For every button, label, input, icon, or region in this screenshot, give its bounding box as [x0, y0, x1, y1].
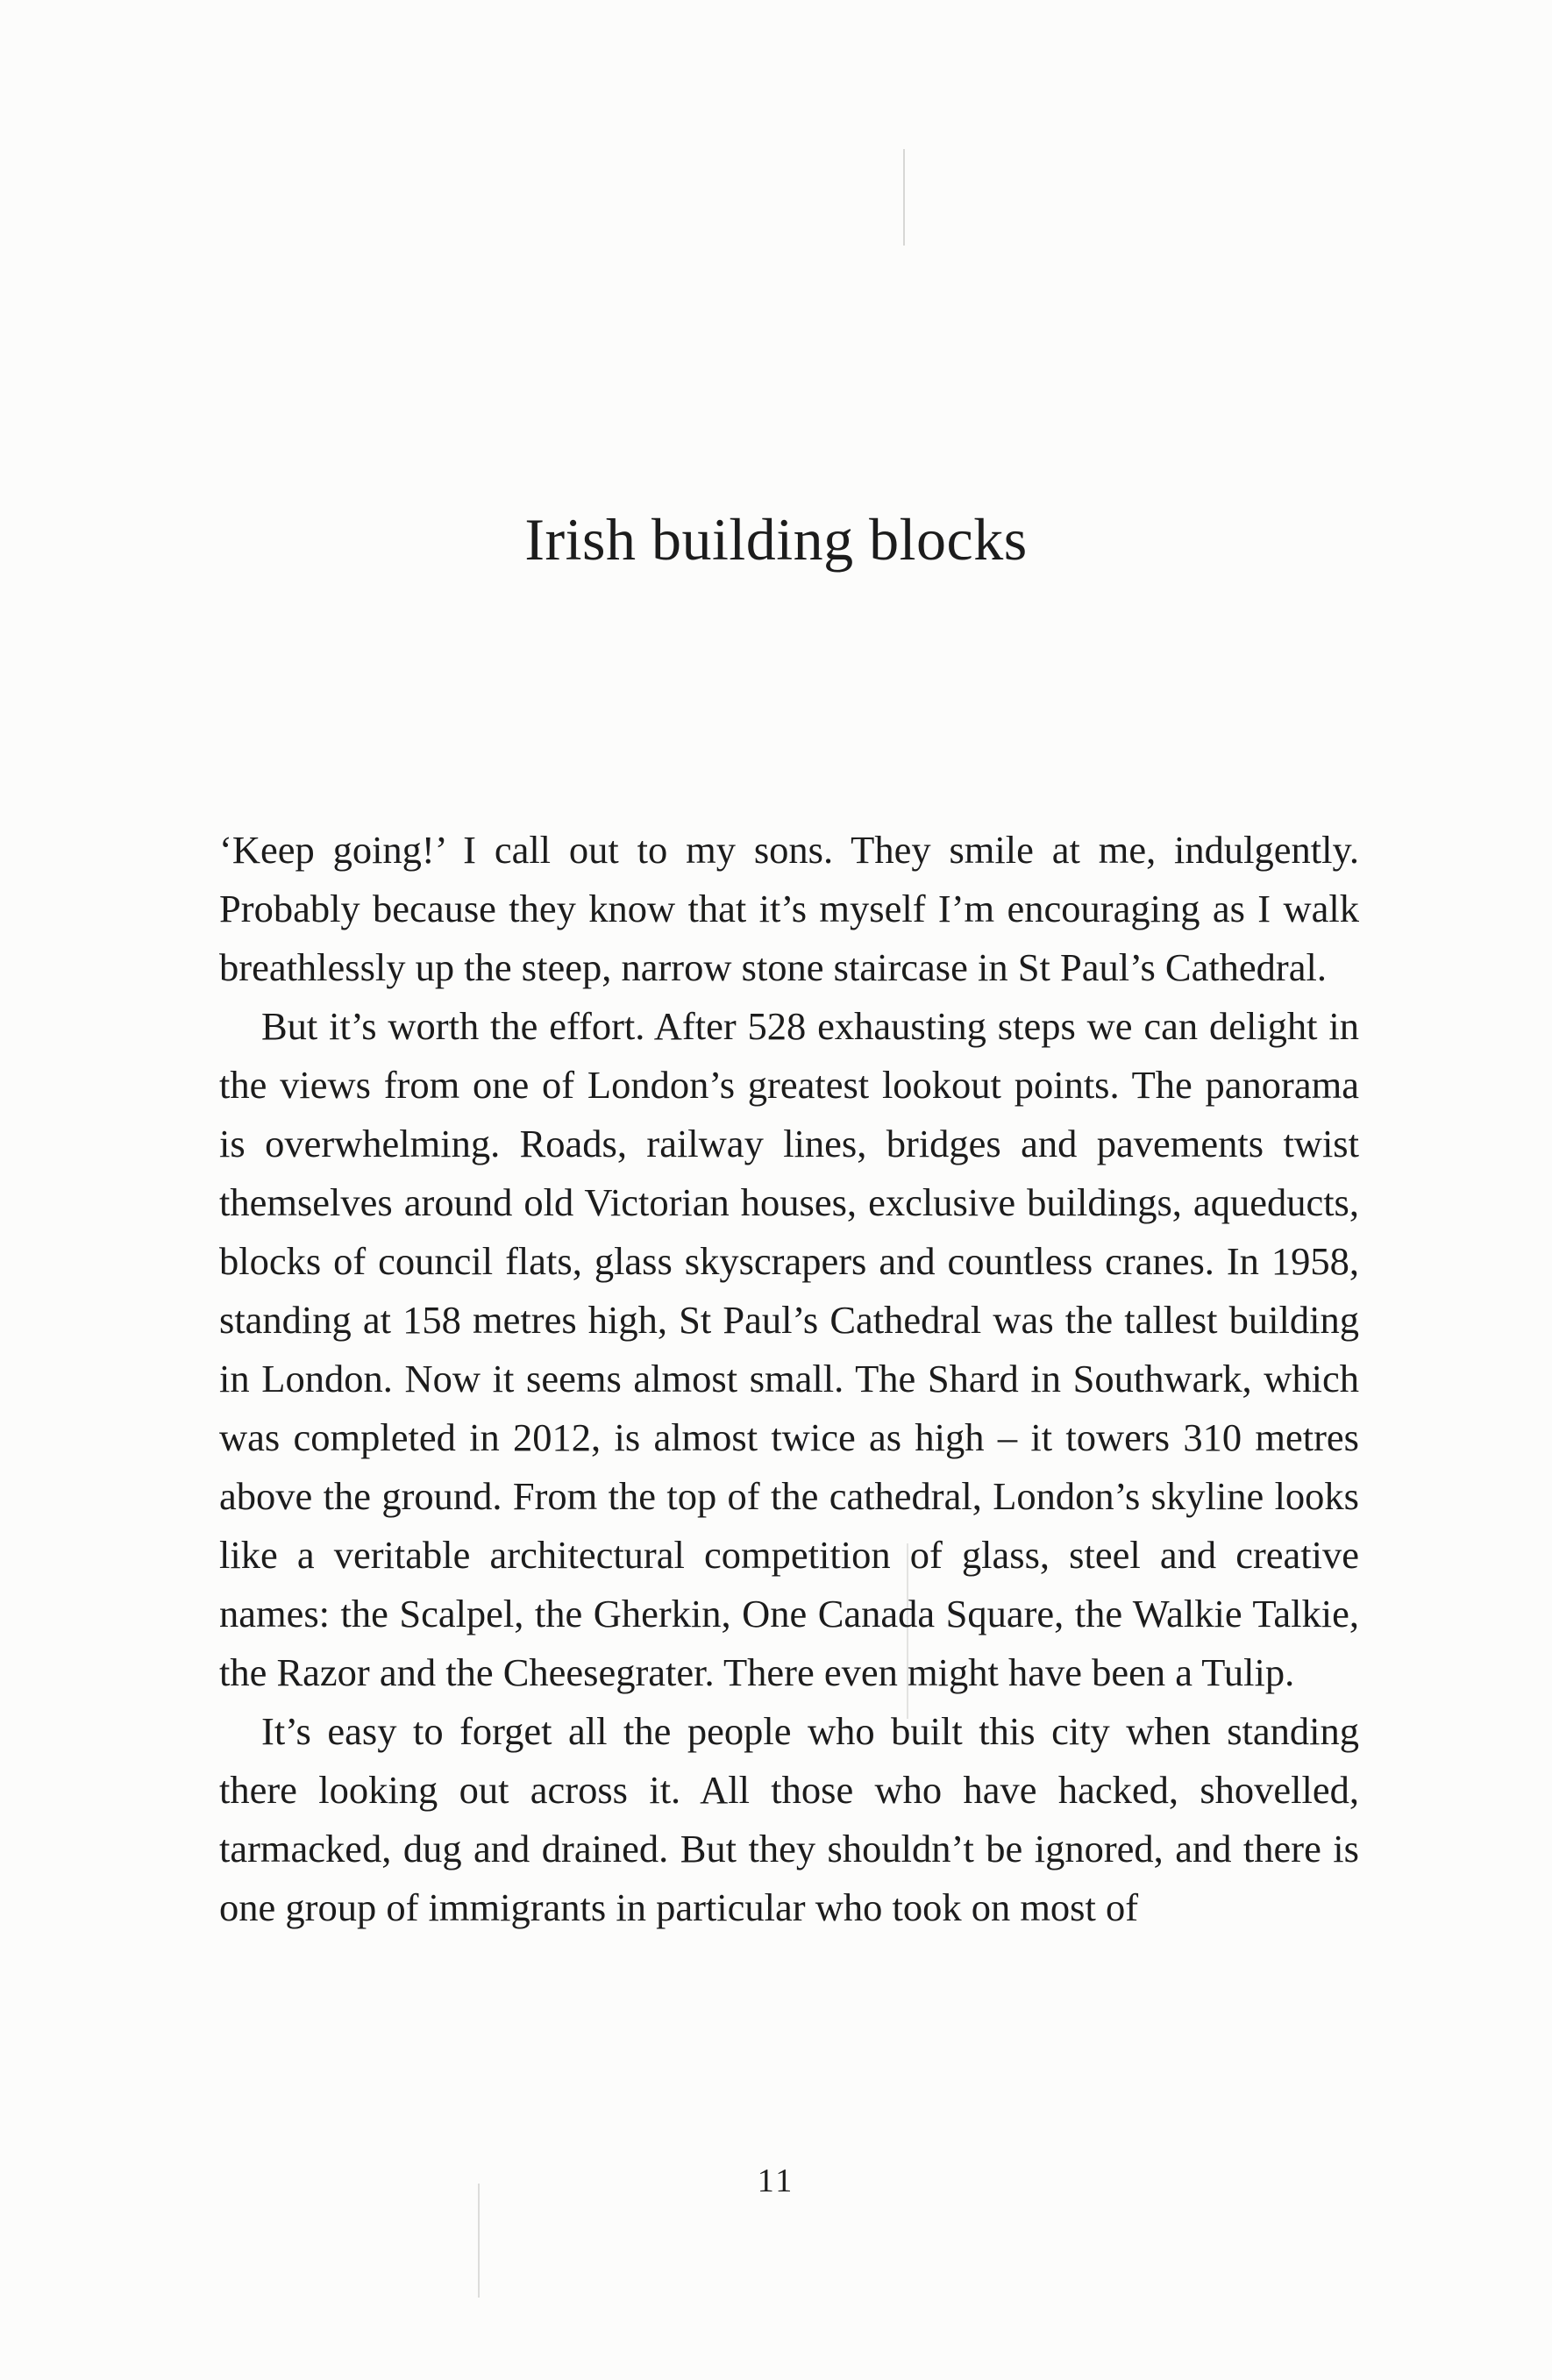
paragraph: But it’s worth the effort. After 528 exhausting steps we can delight in the views from one of London’s greatest lookout points. The panorama is overwhelming. Roads, railway lines, bridges and pavements twist themselves around old Victorian houses, exclusive buildings, aqueducts, blocks of council flats, glass skyscrapers and countless cranes. In 1958, standing at 158 metres high, St Paul’s Cathedral was the tallest building in London. Now it seems almost small. The Shard in Southwark, which was completed in 2012, is almost twice as high – it towers 310 metres above the ground. From the top of the cathedral, London’s skyline looks like a veritable architectural competition of glass, steel and creative names: the Scalpel, the Gherkin, One Canada Square, the Walkie Talkie, the Razor and the Cheesegrater. There even might have been a Tulip.: [219, 1004, 1359, 1694]
paragraph: It’s easy to forget all the people who built this city when standing there looking out across it. All those who have hacked, shovelled, tarmacked, dug and drained. But they shouldn’t be ignored, and there is one group of immigrants in particular who took on most of: [219, 1709, 1359, 1929]
chapter-title: Irish building blocks: [524, 506, 1028, 573]
scan-artefact: [903, 149, 905, 246]
page-number: 11: [757, 2163, 795, 2199]
scan-artefact: [478, 2184, 480, 2298]
paragraph: ‘Keep going!’ I call out to my sons. They smile at me, indulgently. Probably because they know that it’s myself I’m encouraging as I walk breathlessly up the steep, narrow stone staircase in St Paul’s Cathedral.: [219, 828, 1359, 989]
body-text: [219, 821, 1359, 1937]
